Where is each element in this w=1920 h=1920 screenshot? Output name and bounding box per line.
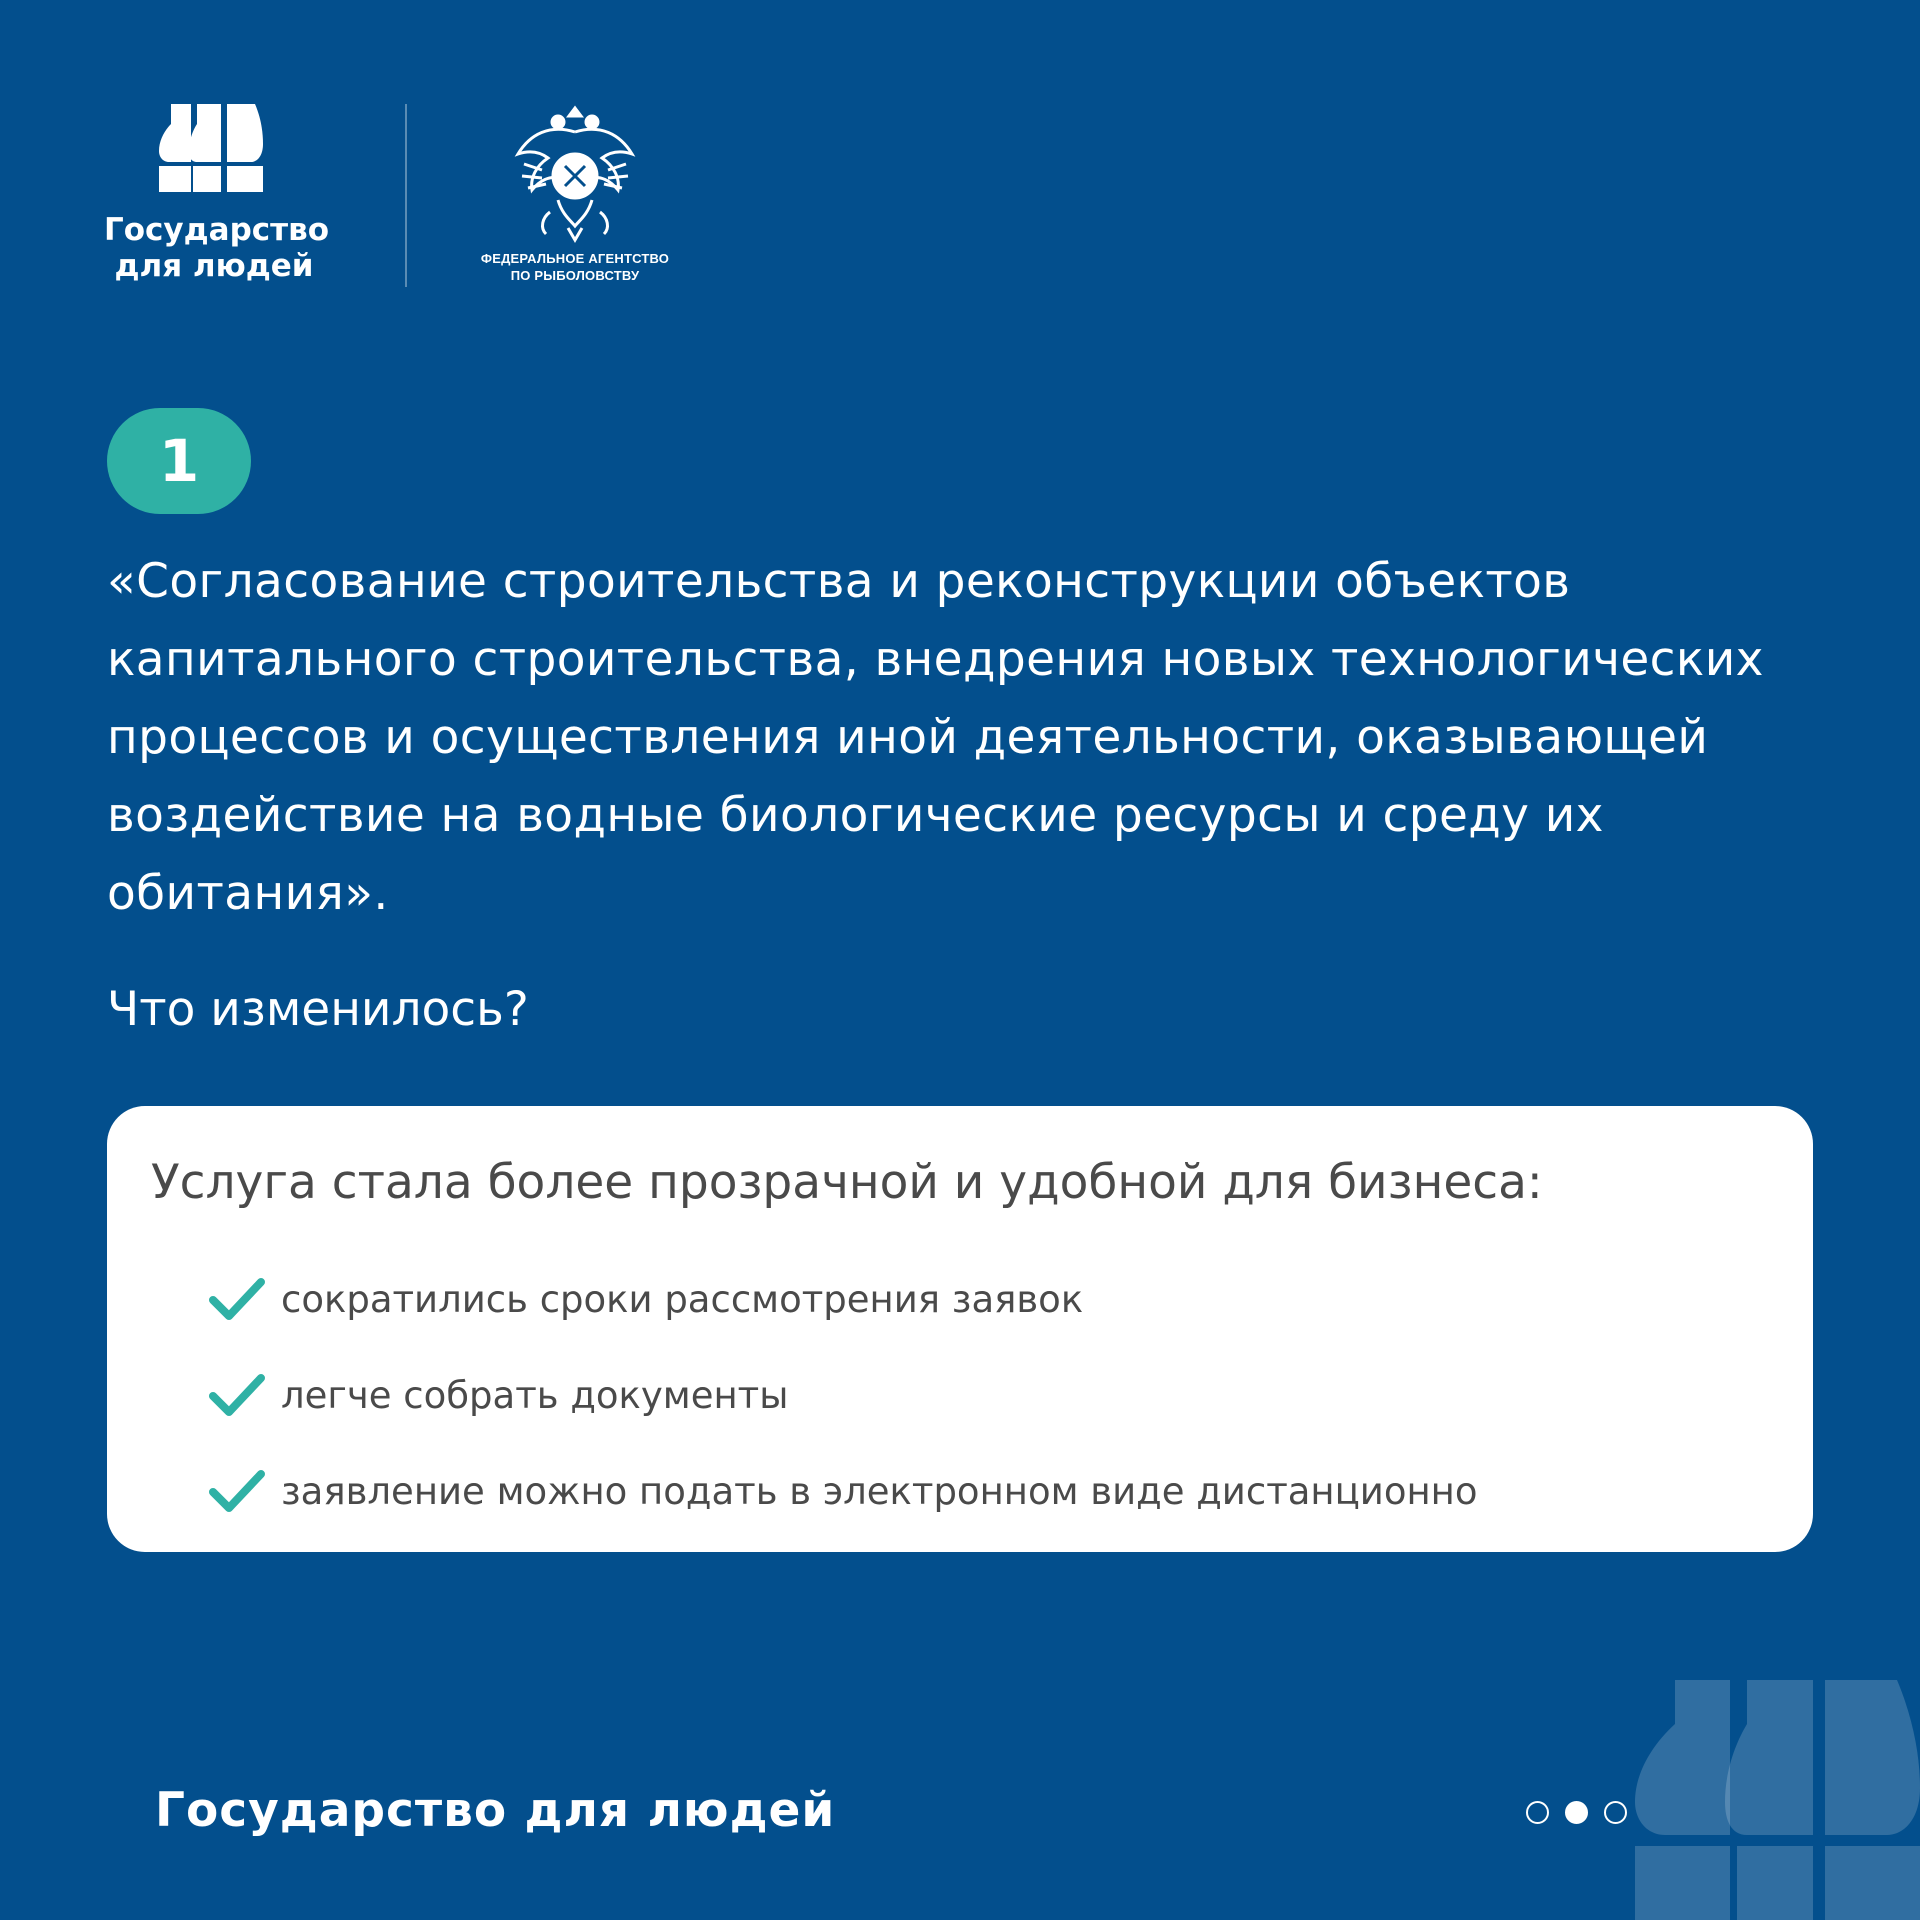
slide-pager [1526,1801,1627,1824]
agency-logo-line1: ФЕДЕРАЛЬНОЕ АГЕНТСТВО [480,251,670,266]
checkmark-icon [207,1274,267,1324]
pager-dot[interactable] [1604,1801,1627,1824]
list-item [207,1251,1478,1347]
benefit-text: легче собрать документы [281,1373,789,1417]
step-number-badge: 1 [107,408,251,514]
brand-logo-line1: Государство [104,212,330,248]
checkmark-icon [207,1370,267,1420]
brand-logo-line2: для людей [114,248,314,284]
benefits-heading: Услуга стала более прозрачной и удобной для бизнеса: [151,1155,1543,1210]
header-divider [405,104,407,287]
agency-logo-line2: ПО РЫБОЛОВСТВУ [510,268,640,283]
checkmark-icon [207,1466,267,1516]
what-changed-heading: Что изменилось? [107,982,529,1037]
double-headed-eagle-emblem-icon [510,104,640,244]
brand-logo-text [104,212,330,284]
benefits-card [107,1106,1813,1552]
benefit-text: заявление можно подать в электронном виде дистанционно [281,1469,1478,1513]
benefit-text: сократились сроки рассмотрения заявок [281,1277,1084,1321]
agency-logo-text [480,250,670,284]
service-title: «Согласование строительства и реконструкции объектов капитального строительства, внедрения новых технологических процессов и осуществления иной деятельности, оказывающей воздействие на водные биологические ресурсы и среду их обитания». [107,554,1764,921]
gos-dlya-lyudey-logo-icon [159,104,263,192]
list-item [207,1443,1478,1539]
list-item [207,1347,1478,1443]
watermark-logo-icon [1635,1680,1920,1920]
pager-dot[interactable] [1526,1801,1549,1824]
benefits-list [207,1251,1478,1539]
pager-dot[interactable] [1565,1801,1588,1824]
footer-title: Государство для людей [155,1783,836,1838]
